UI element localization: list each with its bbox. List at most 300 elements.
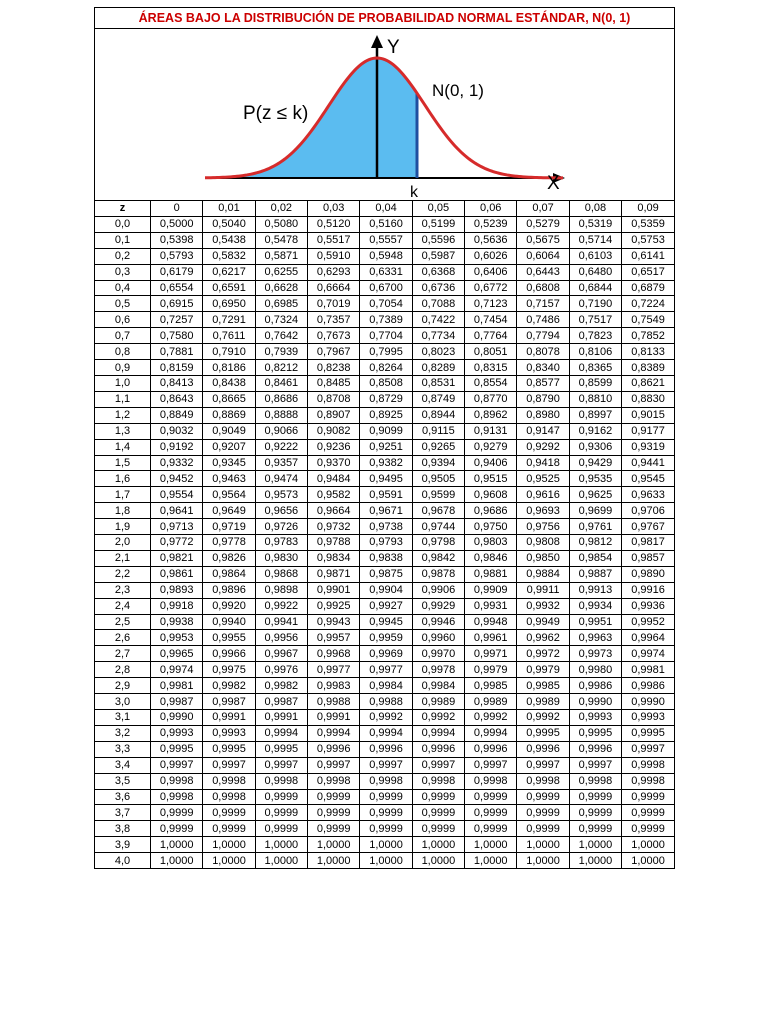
probability-cell: 0,9871 — [308, 566, 360, 582]
probability-cell: 0,9999 — [412, 821, 464, 837]
probability-cell: 0,5636 — [465, 232, 517, 248]
table-row — [95, 471, 674, 487]
probability-cell: 0,5714 — [569, 232, 621, 248]
probability-cell: 0,9999 — [465, 805, 517, 821]
probability-cell: 0,9834 — [308, 550, 360, 566]
probability-cell: 0,9756 — [517, 519, 569, 535]
probability-cell: 0,9999 — [151, 805, 203, 821]
normal-curve-figure — [95, 29, 674, 201]
table-row — [95, 216, 674, 232]
table-body — [95, 216, 674, 868]
probability-cell: 0,7852 — [622, 328, 674, 344]
column-header: 0 — [151, 201, 203, 216]
probability-cell: 0,9998 — [151, 773, 203, 789]
probability-cell: 0,8238 — [308, 360, 360, 376]
table-row — [95, 710, 674, 726]
probability-cell: 0,7939 — [255, 344, 307, 360]
probability-cell: 0,9999 — [412, 789, 464, 805]
probability-cell: 0,9996 — [308, 741, 360, 757]
table-row — [95, 614, 674, 630]
probability-cell: 0,9394 — [412, 455, 464, 471]
probability-cell: 0,9131 — [465, 423, 517, 439]
column-header: 0,05 — [412, 201, 464, 216]
probability-cell: 0,9854 — [569, 550, 621, 566]
probability-cell: 0,9463 — [203, 471, 255, 487]
probability-cell: 0,9207 — [203, 439, 255, 455]
probability-cell: 0,9857 — [622, 550, 674, 566]
probability-cell: 0,9998 — [622, 773, 674, 789]
probability-cell: 0,6808 — [517, 280, 569, 296]
probability-cell: 1,0000 — [203, 837, 255, 853]
probability-cell: 0,9904 — [360, 582, 412, 598]
probability-cell: 0,9999 — [517, 821, 569, 837]
probability-cell: 0,5239 — [465, 216, 517, 232]
probability-cell: 0,9996 — [412, 741, 464, 757]
probability-cell: 0,8159 — [151, 360, 203, 376]
probability-cell: 0,8264 — [360, 360, 412, 376]
probability-cell: 0,9997 — [255, 757, 307, 773]
probability-cell: 0,9946 — [412, 614, 464, 630]
z-value-cell: 0,4 — [95, 280, 151, 296]
page-title: ÁREAS BAJO LA DISTRIBUCIÓN DE PROBABILIDAD NORMAL ESTÁNDAR, N(0, 1) — [95, 8, 674, 29]
probability-cell: 0,5987 — [412, 248, 464, 264]
probability-cell: 0,7157 — [517, 296, 569, 312]
table-row — [95, 725, 674, 741]
probability-cell: 0,9999 — [569, 805, 621, 821]
z-value-cell: 3,2 — [95, 725, 151, 741]
probability-cell: 0,9545 — [622, 471, 674, 487]
probability-cell: 1,0000 — [360, 837, 412, 853]
z-value-cell: 1,9 — [95, 519, 151, 535]
probability-cell: 0,9370 — [308, 455, 360, 471]
probability-cell: 0,9996 — [517, 741, 569, 757]
probability-cell: 0,9898 — [255, 582, 307, 598]
z-value-cell: 0,3 — [95, 264, 151, 280]
probability-cell: 0,9678 — [412, 503, 464, 519]
probability-cell: 0,9981 — [151, 678, 203, 694]
probability-cell: 0,9732 — [308, 519, 360, 535]
table-row — [95, 757, 674, 773]
probability-cell: 0,5675 — [517, 232, 569, 248]
probability-cell: 0,5557 — [360, 232, 412, 248]
probability-cell: 0,9983 — [308, 678, 360, 694]
probability-cell: 0,8599 — [569, 375, 621, 391]
probability-cell: 0,9830 — [255, 550, 307, 566]
column-header: 0,04 — [360, 201, 412, 216]
probability-cell: 0,9719 — [203, 519, 255, 535]
probability-cell: 0,7291 — [203, 312, 255, 328]
probability-cell: 0,9994 — [465, 725, 517, 741]
probability-cell: 0,9881 — [465, 566, 517, 582]
probability-cell: 0,7673 — [308, 328, 360, 344]
distribution-label: N(0, 1) — [432, 81, 484, 100]
probability-cell: 0,6700 — [360, 280, 412, 296]
probability-cell: 0,9951 — [569, 614, 621, 630]
probability-cell: 0,7881 — [151, 344, 203, 360]
z-value-cell: 2,1 — [95, 550, 151, 566]
probability-cell: 0,9952 — [622, 614, 674, 630]
table-row — [95, 264, 674, 280]
z-value-cell: 1,7 — [95, 487, 151, 503]
z-value-cell: 2,0 — [95, 535, 151, 551]
probability-cell: 0,7019 — [308, 296, 360, 312]
probability-cell: 0,7794 — [517, 328, 569, 344]
probability-cell: 0,9999 — [360, 789, 412, 805]
probability-cell: 0,8810 — [569, 391, 621, 407]
probability-cell: 1,0000 — [569, 837, 621, 853]
column-header: 0,03 — [308, 201, 360, 216]
probability-cell: 0,8186 — [203, 360, 255, 376]
z-value-cell: 4,0 — [114, 854, 131, 867]
probability-cell: 0,9909 — [465, 582, 517, 598]
probability-cell: 0,9495 — [360, 471, 412, 487]
probability-cell: 0,9929 — [412, 598, 464, 614]
table-row — [95, 535, 674, 551]
probability-cell: 0,8289 — [412, 360, 464, 376]
probability-cell: 0,9713 — [151, 519, 203, 535]
probability-cell: 0,9989 — [517, 694, 569, 710]
probability-cell: 0,9817 — [622, 535, 674, 551]
probability-cell: 0,9115 — [412, 423, 464, 439]
table-row — [95, 837, 674, 853]
probability-cell: 0,8023 — [412, 344, 464, 360]
column-header: 0,02 — [255, 201, 307, 216]
probability-cell: 0,9998 — [517, 773, 569, 789]
z-value-cell: 3,4 — [95, 757, 151, 773]
y-axis-arrow-icon — [371, 35, 383, 48]
probability-cell: 0,6591 — [203, 280, 255, 296]
table-row — [95, 550, 674, 566]
probability-cell: 0,7611 — [203, 328, 255, 344]
probability-cell: 0,9997 — [151, 757, 203, 773]
probability-cell: 0,9995 — [151, 741, 203, 757]
probability-cell: 0,9850 — [517, 550, 569, 566]
z-value-cell: 3,5 — [95, 773, 151, 789]
probability-cell: 0,9992 — [412, 710, 464, 726]
probability-cell: 0,9826 — [203, 550, 255, 566]
probability-cell: 0,6064 — [517, 248, 569, 264]
probability-cell: 0,7088 — [412, 296, 464, 312]
probability-cell: 0,9997 — [569, 757, 621, 773]
probability-cell: 0,9998 — [569, 773, 621, 789]
probability-cell: 1,0000 — [255, 837, 307, 853]
probability-cell: 0,8907 — [308, 407, 360, 423]
probability-cell: 0,9994 — [360, 725, 412, 741]
probability-cell: 0,9515 — [465, 471, 517, 487]
probability-cell: 0,5120 — [308, 216, 360, 232]
z-value-cell: 2,2 — [95, 566, 151, 582]
probability-cell: 0,9945 — [360, 614, 412, 630]
probability-cell: 0,9985 — [517, 678, 569, 694]
table-row — [95, 344, 674, 360]
probability-cell: 0,6255 — [255, 264, 307, 280]
probability-cell: 0,8577 — [517, 375, 569, 391]
table-row — [95, 503, 674, 519]
probability-cell: 0,9251 — [360, 439, 412, 455]
probability-cell: 0,7190 — [569, 296, 621, 312]
probability-cell: 0,9957 — [308, 630, 360, 646]
probability-cell: 0,8621 — [622, 375, 674, 391]
probability-cell: 0,8438 — [203, 375, 255, 391]
probability-cell: 0,6141 — [622, 248, 674, 264]
probability-cell: 0,9960 — [412, 630, 464, 646]
probability-cell: 0,9838 — [360, 550, 412, 566]
z-value-cell: 1,4 — [95, 439, 151, 455]
probability-cell: 0,9984 — [412, 678, 464, 694]
probability-cell: 0,6879 — [622, 280, 674, 296]
probability-cell: 0,9099 — [360, 423, 412, 439]
probability-cell: 0,9994 — [412, 725, 464, 741]
probability-cell: 0,6772 — [465, 280, 517, 296]
z-value-cell: 1,6 — [95, 471, 151, 487]
probability-cell: 0,9783 — [255, 535, 307, 551]
probability-cell: 0,6368 — [412, 264, 464, 280]
probability-cell: 0,6628 — [255, 280, 307, 296]
probability-cell: 0,9906 — [412, 582, 464, 598]
z-value-cell: 0,1 — [95, 232, 151, 248]
probability-cell: 0,9948 — [465, 614, 517, 630]
probability-cell: 0,9949 — [517, 614, 569, 630]
probability-cell: 0,9798 — [412, 535, 464, 551]
probability-cell: 0,9977 — [308, 662, 360, 678]
table-row — [95, 312, 674, 328]
probability-cell: 0,9995 — [517, 725, 569, 741]
probability-cell: 0,9999 — [308, 789, 360, 805]
probability-cell: 0,9772 — [151, 535, 203, 551]
probability-cell: 0,9966 — [203, 646, 255, 662]
probability-cell: 0,9032 — [151, 423, 203, 439]
probability-cell: 0,7910 — [203, 344, 255, 360]
z-value-cell: 2,8 — [95, 662, 151, 678]
probability-cell: 1,0000 — [151, 837, 203, 853]
shaded-area — [205, 58, 417, 178]
probability-cell: 0,9982 — [255, 678, 307, 694]
probability-cell: 0,9808 — [517, 535, 569, 551]
probability-cell: 0,9918 — [151, 598, 203, 614]
probability-cell: 0,9998 — [151, 789, 203, 805]
probability-cell: 0,9985 — [465, 678, 517, 694]
probability-cell: 0,9671 — [360, 503, 412, 519]
probability-cell: 0,9664 — [308, 503, 360, 519]
z-value-cell: 2,6 — [95, 630, 151, 646]
probability-cell: 0,9999 — [517, 805, 569, 821]
table-row — [95, 566, 674, 582]
probability-cell: 0,9976 — [255, 662, 307, 678]
probability-cell: 0,9846 — [465, 550, 517, 566]
probability-cell: 0,9999 — [308, 805, 360, 821]
probability-cell: 0,9986 — [622, 678, 674, 694]
probability-cell: 0,5871 — [255, 248, 307, 264]
probability-cell: 0,9997 — [360, 757, 412, 773]
table-row — [95, 423, 674, 439]
table-row — [95, 296, 674, 312]
probability-cell: 0,9686 — [465, 503, 517, 519]
probability-cell: 0,9884 — [517, 566, 569, 582]
probability-cell: 0,9990 — [622, 694, 674, 710]
z-column-header: z — [95, 201, 151, 216]
probability-cell: 0,9934 — [569, 598, 621, 614]
probability-cell: 0,9265 — [412, 439, 464, 455]
probability-cell: 0,9738 — [360, 519, 412, 535]
probability-cell: 0,9987 — [203, 694, 255, 710]
probability-cell: 1,0000 — [465, 837, 517, 853]
probability-cell: 0,8665 — [203, 391, 255, 407]
normal-curve-svg — [95, 29, 674, 200]
probability-cell: 0,9982 — [203, 678, 255, 694]
probability-cell: 0,9535 — [569, 471, 621, 487]
probability-cell: 0,9599 — [412, 487, 464, 503]
probability-cell: 0,9693 — [517, 503, 569, 519]
probability-cell: 0,9997 — [517, 757, 569, 773]
probability-cell: 0,9999 — [360, 821, 412, 837]
probability-cell: 0,8997 — [569, 407, 621, 423]
probability-cell: 0,9192 — [151, 439, 203, 455]
probability-cell: 0,8461 — [255, 375, 307, 391]
probability-cell: 0,9998 — [308, 773, 360, 789]
probability-cell: 0,7704 — [360, 328, 412, 344]
probability-cell: 0,9564 — [203, 487, 255, 503]
table-row — [95, 328, 674, 344]
probability-cell: 0,9505 — [412, 471, 464, 487]
probability-cell: 0,9868 — [255, 566, 307, 582]
probability-cell: 0,8554 — [465, 375, 517, 391]
table-row — [95, 678, 674, 694]
probability-cell: 0,6554 — [151, 280, 203, 296]
probability-cell: 0,9995 — [569, 725, 621, 741]
column-header: 0,01 — [203, 201, 255, 216]
probability-cell: 0,9993 — [151, 725, 203, 741]
probability-cell: 0,9992 — [517, 710, 569, 726]
table-row — [95, 805, 674, 821]
probability-cell: 0,9932 — [517, 598, 569, 614]
table-row — [95, 853, 674, 868]
probability-cell: 0,7549 — [622, 312, 674, 328]
probability-cell: 0,9911 — [517, 582, 569, 598]
probability-cell: 0,9972 — [517, 646, 569, 662]
probability-cell: 0,9441 — [622, 455, 674, 471]
probability-cell: 0,9429 — [569, 455, 621, 471]
table-row — [95, 646, 674, 662]
probability-cell: 0,5279 — [517, 216, 569, 232]
probability-cell: 0,9969 — [360, 646, 412, 662]
probability-cell: 0,8888 — [255, 407, 307, 423]
probability-cell: 0,9999 — [308, 821, 360, 837]
normal-table-sheet — [94, 7, 675, 869]
probability-cell: 0,9147 — [517, 423, 569, 439]
z-table — [95, 201, 674, 868]
table-row — [95, 519, 674, 535]
probability-cell: 0,7823 — [569, 328, 621, 344]
probability-cell: 0,9821 — [151, 550, 203, 566]
probability-cell: 0,7995 — [360, 344, 412, 360]
probability-cell: 0,9887 — [569, 566, 621, 582]
probability-cell: 0,9998 — [465, 773, 517, 789]
probability-cell: 0,7764 — [465, 328, 517, 344]
probability-cell: 0,9994 — [308, 725, 360, 741]
probability-cell: 0,9999 — [622, 805, 674, 821]
table-row — [95, 630, 674, 646]
probability-cell: 0,7517 — [569, 312, 621, 328]
probability-cell: 0,9999 — [517, 789, 569, 805]
probability-cell: 0,9633 — [622, 487, 674, 503]
probability-cell: 0,9997 — [308, 757, 360, 773]
probability-cell: 0,5832 — [203, 248, 255, 264]
probability-cell: 0,5910 — [308, 248, 360, 264]
probability-cell: 0,9973 — [569, 646, 621, 662]
z-value-cell: 2,9 — [95, 678, 151, 694]
probability-cell: 0,9979 — [465, 662, 517, 678]
probability-cell: 0,5948 — [360, 248, 412, 264]
probability-cell: 0,6179 — [151, 264, 203, 280]
probability-cell: 0,9916 — [622, 582, 674, 598]
probability-cell: 0,9406 — [465, 455, 517, 471]
table-row — [95, 773, 674, 789]
probability-cell: 0,9913 — [569, 582, 621, 598]
probability-cell: 0,9988 — [360, 694, 412, 710]
probability-cell: 0,9554 — [151, 487, 203, 503]
probability-cell: 0,9997 — [412, 757, 464, 773]
probability-cell: 0,6664 — [308, 280, 360, 296]
probability-cell: 0,9999 — [622, 821, 674, 837]
probability-cell: 0,8944 — [412, 407, 464, 423]
probability-cell: 0,9788 — [308, 535, 360, 551]
probability-cell: 0,9082 — [308, 423, 360, 439]
probability-cell: 0,9761 — [569, 519, 621, 535]
probability-cell: 0,6736 — [412, 280, 464, 296]
probability-cell: 0,9345 — [203, 455, 255, 471]
probability-cell: 0,5596 — [412, 232, 464, 248]
probability-cell: 0,9941 — [255, 614, 307, 630]
z-value-cell: 1,0 — [95, 375, 151, 391]
probability-cell: 0,7357 — [308, 312, 360, 328]
probability-cell: 0,9970 — [412, 646, 464, 662]
probability-cell: 0,9998 — [255, 773, 307, 789]
probability-cell: 0,7486 — [517, 312, 569, 328]
table-row — [95, 375, 674, 391]
probability-cell: 1,0000 — [308, 837, 360, 853]
probability-cell: 0,8830 — [622, 391, 674, 407]
probability-cell: 0,8980 — [517, 407, 569, 423]
table-row — [95, 232, 674, 248]
probability-cell: 0,7580 — [151, 328, 203, 344]
probability-cell: 0,9616 — [517, 487, 569, 503]
probability-cell: 0,8531 — [412, 375, 464, 391]
probability-cell: 0,7454 — [465, 312, 517, 328]
column-header: 0,07 — [517, 201, 569, 216]
column-header: 0,08 — [569, 201, 621, 216]
probability-cell: 0,7642 — [255, 328, 307, 344]
probability-cell: 0,8790 — [517, 391, 569, 407]
z-value-cell: 2,7 — [95, 646, 151, 662]
z-value-cell: 1,8 — [95, 503, 151, 519]
z-value-cell: 0,5 — [95, 296, 151, 312]
z-value-cell: 0,7 — [95, 328, 151, 344]
table-row — [95, 789, 674, 805]
z-value-cell: 2,4 — [95, 598, 151, 614]
probability-cell: 0,5478 — [255, 232, 307, 248]
column-header: 0,09 — [622, 201, 674, 216]
probability-cell: 0,9901 — [308, 582, 360, 598]
probability-cell: 0,8051 — [465, 344, 517, 360]
probability-cell: 0,6293 — [308, 264, 360, 280]
probability-cell: 0,9999 — [255, 789, 307, 805]
probability-cell: 0,9977 — [360, 662, 412, 678]
probability-cell: 0,9964 — [622, 630, 674, 646]
probability-cell: 0,9988 — [308, 694, 360, 710]
probability-cell: 0,9999 — [203, 821, 255, 837]
probability-cell: 0,9896 — [203, 582, 255, 598]
probability-cell: 0,8365 — [569, 360, 621, 376]
